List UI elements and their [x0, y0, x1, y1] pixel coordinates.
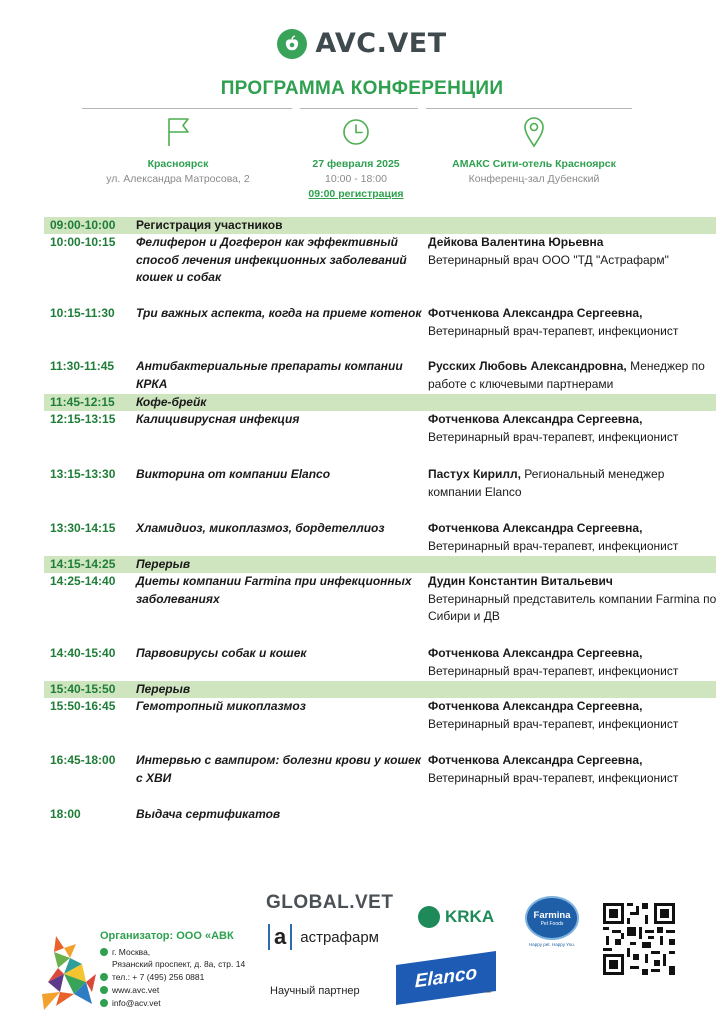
astrafarm-name: астрафарм — [300, 928, 379, 946]
phone-icon — [100, 973, 108, 981]
info-time — [266, 116, 446, 200]
brand-name: AVC.VET — [315, 28, 447, 59]
speaker-name: Дудин Константин Витальевич — [428, 574, 613, 588]
organizer-block — [100, 930, 256, 1020]
table-row — [44, 394, 716, 411]
table-row — [44, 556, 716, 573]
table-row — [44, 358, 716, 394]
session-speaker — [428, 752, 718, 787]
table-row — [44, 698, 716, 752]
session-speaker — [428, 305, 718, 340]
session-time: 10:00-10:15 — [50, 235, 116, 249]
session-topic: Три важных аспекта, когда на приеме котенок — [136, 306, 422, 320]
speaker-role: Менеджер по работе с ключевыми партнерами — [428, 359, 705, 391]
info-location — [88, 116, 268, 185]
globe-icon — [100, 986, 108, 994]
speaker-role: Ветеринарный врач-терапевт, инфекционист — [428, 716, 679, 731]
session-time: 14:40-15:40 — [50, 646, 116, 660]
organizer-phone: тел.: + 7 (495) 256 0881 — [112, 972, 205, 982]
session-topic: Антибактериальные препараты компании КРКА — [136, 359, 403, 391]
elanco-logo — [396, 951, 496, 1005]
table-row — [44, 305, 716, 358]
speaker-name: Пастух Кирилл, — [428, 467, 521, 481]
table-row — [44, 466, 716, 520]
session-time: 16:45-18:00 — [50, 753, 116, 767]
speaker-role: Ветеринарный врач-терапевт, инфекционист — [428, 538, 679, 553]
speaker-name: Фотченкова Александра Сергеевна, — [428, 306, 643, 320]
session-topic: Выдача сертификатов — [136, 807, 281, 821]
speaker-role: Ветеринарный врач-терапевт, инфекционист — [428, 770, 679, 785]
session-time: 15:40-15:50 — [50, 682, 116, 696]
session-speaker — [428, 698, 718, 733]
divider — [82, 108, 292, 109]
speaker-name: Фотченкова Александра Сергеевна, — [428, 412, 643, 426]
elanco-name: Elanco — [414, 962, 478, 993]
table-row — [44, 520, 716, 556]
session-topic: Гемотропный микоплазмоз — [136, 699, 306, 713]
organizer-city: г. Москва, — [112, 947, 151, 957]
krka-name: KRKA — [445, 907, 495, 926]
astrafarm-letter-mark: а — [268, 924, 292, 950]
farmina-logo — [522, 896, 582, 947]
session-topic: Хламидиоз, микоплазмоз, бордетеллиоз — [136, 521, 385, 535]
session-speaker — [428, 411, 718, 446]
divider — [300, 108, 418, 109]
session-time: 14:25-14:40 — [50, 574, 116, 588]
city: Красноярск — [147, 158, 209, 170]
speaker-name: Фотченкова Александра Сергеевна, — [428, 699, 643, 713]
brand-logo — [0, 28, 724, 59]
farmina-badge — [525, 896, 579, 940]
clock-icon — [266, 116, 446, 148]
session-topic: Диеты компании Farmina при инфекционных заболеваниях — [136, 574, 412, 606]
event-hours: 10:00 - 18:00 — [325, 173, 387, 185]
schedule-table — [44, 217, 716, 826]
farmina-tagline: Happy pet. Happy You. — [528, 942, 576, 947]
table-row — [44, 234, 716, 305]
session-topic: Перерыв — [136, 557, 191, 571]
organizer-title: Организатор: ООО «АВК — [100, 930, 234, 942]
session-speaker — [428, 520, 718, 555]
session-speaker — [428, 234, 718, 269]
speaker-role: Ветеринарный представитель компании Farmina по Сибири и ДВ — [428, 591, 717, 624]
farmina-sub: Pet Foods — [540, 920, 564, 927]
session-time: 10:15-11:30 — [50, 306, 115, 320]
session-speaker — [428, 573, 718, 626]
global-vet-logo: GLOBAL.VET — [266, 892, 394, 913]
speaker-name: Фотченкова Александра Сергеевна, — [428, 753, 643, 767]
session-time: 13:15-13:30 — [50, 467, 116, 481]
session-speaker — [428, 466, 718, 501]
session-time: 14:15-14:25 — [50, 557, 116, 571]
session-topic: Викторина от компании Elanco — [136, 467, 331, 481]
table-row — [44, 806, 716, 826]
qr-code — [603, 903, 675, 975]
krka-mark-icon — [418, 906, 440, 928]
table-row — [44, 217, 716, 234]
address: ул. Александра Матросова, 2 — [106, 173, 250, 185]
event-date: 27 февраля 2025 — [312, 158, 400, 170]
map-pin-icon — [444, 116, 624, 148]
table-row — [44, 681, 716, 698]
science-partner-label: Научный партнер — [270, 985, 360, 997]
organizer-email[interactable]: info@acv.vet — [112, 998, 161, 1008]
elanco-trademark: ™ — [484, 990, 491, 997]
session-speaker — [428, 645, 718, 680]
session-time: 11:45-12:15 — [50, 395, 115, 409]
speaker-name: Русских Любовь Александровна, — [428, 359, 627, 373]
session-topic: Регистрация участников — [136, 218, 283, 232]
divider — [426, 108, 632, 109]
flag-icon — [88, 116, 268, 148]
session-time: 18:00 — [50, 807, 81, 821]
table-row — [44, 411, 716, 466]
session-topic: Фелиферон и Догферон как эффективный способ лечения инфекционных заболеваний кошек и собак — [136, 235, 407, 285]
session-topic: Интервью с вампиром: болезни крови у кошек с ХВИ — [136, 753, 421, 785]
session-time: 09:00-10:00 — [50, 218, 116, 232]
info-venue — [444, 116, 624, 185]
location-icon — [100, 948, 108, 956]
table-row — [44, 645, 716, 681]
session-topic: Калицивирусная инфекция — [136, 412, 300, 426]
registration-link[interactable]: 09:00 регистрация — [308, 188, 404, 200]
mail-icon — [100, 999, 108, 1007]
organizer-site[interactable]: www.avc.vet — [112, 985, 160, 995]
page-title: ПРОГРАММА КОНФЕРЕНЦИИ — [220, 78, 504, 99]
session-time: 13:30-14:15 — [50, 521, 116, 535]
astrafarm-logo — [268, 924, 379, 950]
session-topic: Кофе-брейк — [136, 395, 207, 409]
farmina-name: Farmina — [533, 909, 571, 921]
apple-leaf-icon — [277, 29, 307, 59]
table-row — [44, 573, 716, 645]
session-topic: Перерыв — [136, 682, 191, 696]
table-row — [44, 752, 716, 806]
session-topic: Парвовирусы собак и кошек — [136, 646, 307, 660]
speaker-role: Ветеринарный врач-терапевт, инфекционист — [428, 663, 679, 678]
speaker-role: Региональный менеджер компании Elanco — [428, 467, 665, 499]
session-speaker — [428, 358, 718, 393]
session-time: 12:15-13:15 — [50, 412, 116, 426]
dog-mascot-icon — [34, 934, 100, 1014]
speaker-role: Ветеринарный врач-терапевт, инфекционист — [428, 323, 679, 338]
speaker-name: Фотченкова Александра Сергеевна, — [428, 646, 643, 660]
speaker-role: Ветеринарный врач ООО "ТД "Астрафарм" — [428, 252, 669, 267]
speaker-role: Ветеринарный врач-терапевт, инфекционист — [428, 429, 679, 444]
speaker-name: Дейкова Валентина Юрьевна — [428, 235, 604, 249]
session-time: 11:30-11:45 — [50, 359, 115, 373]
organizer-street: Рязанский проспект, д. 8а, стр. 14 — [112, 959, 246, 969]
session-time: 15:50-16:45 — [50, 699, 116, 713]
speaker-name: Фотченкова Александра Сергеевна, — [428, 521, 643, 535]
krka-logo — [418, 906, 494, 928]
venue-name: АМАКС Сити-отель Красноярск — [452, 158, 616, 170]
venue-hall: Конференц-зал Дубенский — [468, 173, 600, 185]
